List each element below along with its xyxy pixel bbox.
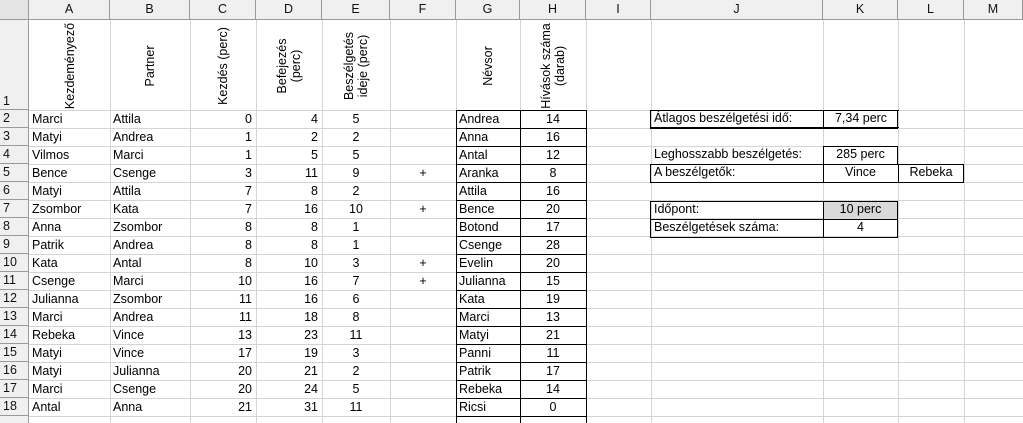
column-header-c[interactable]: C xyxy=(190,0,256,20)
cell-b[interactable]: Kata xyxy=(113,202,139,216)
count-value[interactable]: 4 xyxy=(857,220,864,234)
cell-g[interactable]: Julianna xyxy=(459,274,506,288)
row-header[interactable]: 18 xyxy=(0,398,29,416)
cell-a[interactable]: Csenge xyxy=(32,274,76,288)
row-header[interactable]: 13 xyxy=(0,308,29,326)
cell-e[interactable]: 8 xyxy=(352,310,360,324)
cell-e[interactable]: 3 xyxy=(352,346,360,360)
cell-a[interactable]: Kata xyxy=(32,256,58,270)
cell-c[interactable]: 21 xyxy=(238,400,252,414)
column-header-d[interactable]: D xyxy=(256,0,322,20)
cell-d[interactable]: 16 xyxy=(304,292,318,306)
cell-d[interactable]: 10 xyxy=(304,256,318,270)
cell-h[interactable]: 16 xyxy=(546,184,560,198)
column-header-e[interactable]: E xyxy=(322,0,390,20)
column-header-k[interactable]: K xyxy=(823,0,898,20)
cell-f[interactable]: + xyxy=(419,274,427,288)
cell-b[interactable]: Csenge xyxy=(113,382,157,396)
cell-g[interactable]: Marci xyxy=(459,310,490,324)
row-header[interactable]: 12 xyxy=(0,290,29,308)
cell-g[interactable]: Panni xyxy=(459,346,491,360)
cell-h[interactable]: 21 xyxy=(546,328,560,342)
cell-e[interactable]: 1 xyxy=(352,220,360,234)
cell-a[interactable]: Bence xyxy=(32,166,68,180)
row-header[interactable]: 16 xyxy=(0,362,29,380)
cell-c[interactable]: 8 xyxy=(245,238,252,252)
column-header-m[interactable]: M xyxy=(964,0,1023,20)
cell-b[interactable]: Marci xyxy=(113,148,144,162)
namelist-border xyxy=(457,111,587,423)
cell-b[interactable]: Vince xyxy=(113,346,145,360)
cell-c[interactable]: 3 xyxy=(245,166,252,180)
cell-d[interactable]: 2 xyxy=(311,130,318,144)
cell-c[interactable]: 0 xyxy=(245,112,252,126)
cell-g[interactable]: Antal xyxy=(459,148,488,162)
cell-e[interactable]: 11 xyxy=(349,400,363,414)
cell-e[interactable]: 11 xyxy=(349,328,363,342)
row-header[interactable]: 3 xyxy=(0,128,29,146)
header-text-line: (perc) xyxy=(289,49,303,82)
cell-b[interactable]: Zsombor xyxy=(113,292,163,306)
cell-h[interactable]: 17 xyxy=(546,220,560,234)
time-label[interactable]: Időpont: xyxy=(654,202,700,216)
row-header[interactable]: 17 xyxy=(0,380,29,398)
cell-e[interactable]: 2 xyxy=(352,184,360,198)
speakers-border xyxy=(651,165,964,183)
header-text-line: Hívások száma xyxy=(539,22,553,109)
cell-a[interactable]: Vilmos xyxy=(32,148,70,162)
cell-b[interactable]: Antal xyxy=(113,256,142,270)
longest-border xyxy=(824,147,898,165)
cell-b[interactable]: Csenge xyxy=(113,166,157,180)
cell-a[interactable]: Rebeka xyxy=(32,328,76,342)
cell-a[interactable]: Matyi xyxy=(32,346,62,360)
header-text-line: Kezdés (perc) xyxy=(216,26,230,105)
cell-c[interactable]: 20 xyxy=(238,382,252,396)
cell-d[interactable]: 24 xyxy=(304,382,318,396)
cell-b[interactable]: Julianna xyxy=(113,364,160,378)
longest-label[interactable]: Leghosszabb beszélgetés: xyxy=(654,147,803,161)
column-header-i[interactable]: I xyxy=(586,0,651,20)
cell-g[interactable]: Kata xyxy=(459,292,485,306)
cell-a[interactable]: Marci xyxy=(32,382,63,396)
cell-f[interactable]: + xyxy=(419,256,427,270)
cell-e[interactable]: 5 xyxy=(352,112,360,126)
cell-a[interactable]: Julianna xyxy=(32,292,79,306)
cell-b[interactable]: Anna xyxy=(113,400,143,414)
cell-a[interactable]: Matyi xyxy=(32,364,62,378)
cell-c[interactable]: 7 xyxy=(245,202,252,216)
cell-c[interactable]: 13 xyxy=(238,328,252,342)
column-header-h[interactable]: H xyxy=(520,0,586,20)
cell-c[interactable]: 7 xyxy=(245,184,252,198)
cell-a[interactable]: Marci xyxy=(32,310,63,324)
cell-g[interactable]: Bence xyxy=(459,202,495,216)
cell-g[interactable]: Andrea xyxy=(459,112,500,126)
cell-e[interactable]: 1 xyxy=(352,238,360,252)
header-text-line: Névsor xyxy=(481,45,495,86)
cell-e[interactable]: 9 xyxy=(352,166,360,180)
cell-e[interactable]: 7 xyxy=(352,274,360,288)
speaker-1[interactable]: Vince xyxy=(844,165,877,179)
avg-border xyxy=(651,111,898,129)
column-header-b[interactable]: B xyxy=(110,0,190,20)
cell-a[interactable]: Matyi xyxy=(32,130,62,144)
cell-e[interactable]: 10 xyxy=(349,202,363,216)
cell-h[interactable]: 16 xyxy=(546,130,560,144)
cell-h[interactable]: 12 xyxy=(546,148,560,162)
cell-g[interactable]: Patrik xyxy=(459,364,491,378)
row-header[interactable]: 4 xyxy=(0,146,29,164)
cell-c[interactable]: 10 xyxy=(238,274,252,288)
cell-a[interactable]: Matyi xyxy=(32,184,62,198)
cell-h[interactable]: 28 xyxy=(546,238,560,252)
longest-value[interactable]: 285 perc xyxy=(836,147,885,161)
cell-c[interactable]: 17 xyxy=(238,346,252,360)
cell-c[interactable]: 8 xyxy=(245,220,252,234)
header-text-line: Kezdeményező xyxy=(62,22,77,109)
row-header[interactable]: 8 xyxy=(0,218,29,236)
cell-g[interactable]: Rebeka xyxy=(459,382,503,396)
header-text-line: Befejezés xyxy=(275,38,289,93)
cell-h[interactable]: 11 xyxy=(546,346,560,360)
cell-c[interactable]: 8 xyxy=(245,256,252,270)
cell-g[interactable]: Evelin xyxy=(459,256,494,270)
row-header-1[interactable]: 1 xyxy=(0,20,29,110)
cell-e[interactable]: 5 xyxy=(352,148,360,162)
time-value[interactable]: 10 perc xyxy=(824,201,897,219)
cell-d[interactable]: 16 xyxy=(304,202,318,216)
cell-b[interactable]: Attila xyxy=(113,112,141,126)
avg-value[interactable]: 7,34 perc xyxy=(823,110,898,128)
cell-g[interactable]: Ricsi xyxy=(459,400,487,414)
row-header[interactable]: 2 xyxy=(0,110,29,128)
row-header[interactable]: 5 xyxy=(0,164,29,182)
cell-e[interactable]: 2 xyxy=(352,364,360,378)
cell-c[interactable]: 11 xyxy=(239,292,252,306)
cell-b[interactable]: Zsombor xyxy=(113,220,163,234)
cell-d[interactable]: 18 xyxy=(304,310,318,324)
row-header[interactable]: 6 xyxy=(0,182,29,200)
cell-d[interactable]: 5 xyxy=(311,148,318,162)
row-header[interactable]: 9 xyxy=(0,236,29,254)
row-header[interactable]: 7 xyxy=(0,200,29,218)
cell-b[interactable]: Vince xyxy=(113,328,145,342)
cell-f[interactable]: + xyxy=(419,202,427,216)
cell-h[interactable]: 17 xyxy=(546,364,560,378)
cell-h[interactable]: 20 xyxy=(546,202,560,216)
cell-b[interactable]: Andrea xyxy=(113,130,154,144)
cell-e[interactable]: 5 xyxy=(352,382,360,396)
cell-e[interactable]: 6 xyxy=(352,292,360,306)
cell-g[interactable]: Matyi xyxy=(459,328,489,342)
cell-h[interactable]: 8 xyxy=(549,166,557,180)
cell-b[interactable]: Marci xyxy=(113,274,144,288)
cell-a[interactable]: Zsombor xyxy=(32,202,82,216)
cell-g[interactable]: Attila xyxy=(459,184,487,198)
cell-d[interactable]: 19 xyxy=(304,346,318,360)
cell-a[interactable]: Marci xyxy=(32,112,63,126)
column-header-g[interactable]: G xyxy=(456,0,520,20)
row-header[interactable]: 10 xyxy=(0,254,29,272)
count-label[interactable]: Beszélgetések száma: xyxy=(654,220,780,234)
column-header-a[interactable]: A xyxy=(29,0,110,20)
cell-h[interactable]: 20 xyxy=(546,256,560,270)
row-header[interactable]: 11 xyxy=(0,272,29,290)
cell-g[interactable]: Aranka xyxy=(459,166,499,180)
cell-h[interactable]: 15 xyxy=(546,274,560,288)
cell-a[interactable]: Antal xyxy=(32,400,61,414)
cell-a[interactable]: Anna xyxy=(32,220,62,234)
cell-d[interactable]: 4 xyxy=(311,112,318,126)
speaker-2[interactable]: Rebeka xyxy=(909,165,953,179)
cell-g[interactable]: Anna xyxy=(459,130,489,144)
column-header-f[interactable]: F xyxy=(390,0,456,20)
cell-d[interactable]: 11 xyxy=(305,166,318,180)
cell-h[interactable]: 14 xyxy=(546,112,560,126)
cell-e[interactable]: 2 xyxy=(352,130,360,144)
cell-h[interactable]: 0 xyxy=(549,400,557,414)
cell-d[interactable]: 21 xyxy=(304,364,318,378)
cell-g[interactable]: Csenge xyxy=(459,238,503,252)
cell-c[interactable]: 1 xyxy=(245,130,252,144)
header-text-line: Beszélgetés xyxy=(342,31,356,100)
cell-d[interactable]: 8 xyxy=(311,184,318,198)
cell-d[interactable]: 8 xyxy=(311,220,318,234)
column-header-j[interactable]: J xyxy=(651,0,823,20)
avg-label[interactable]: Átlagos beszélgetési idő: xyxy=(654,111,793,125)
header-text-line: Partner xyxy=(143,45,157,86)
header-text-line: (darab) xyxy=(553,45,567,86)
cell-d[interactable]: 31 xyxy=(304,400,318,414)
cell-c[interactable]: 11 xyxy=(239,310,252,324)
cell-f[interactable]: + xyxy=(419,166,427,180)
cell-a[interactable]: Patrik xyxy=(32,238,64,252)
cell-h[interactable]: 19 xyxy=(546,292,560,306)
cell-b[interactable]: Andrea xyxy=(113,238,154,252)
cell-d[interactable]: 16 xyxy=(304,274,318,288)
cell-c[interactable]: 20 xyxy=(238,364,252,378)
cell-e[interactable]: 3 xyxy=(352,256,360,270)
cell-h[interactable]: 13 xyxy=(546,310,560,324)
cell-b[interactable]: Attila xyxy=(113,184,141,198)
cell-d[interactable]: 8 xyxy=(311,238,318,252)
column-header-l[interactable]: L xyxy=(898,0,964,20)
speakers-label[interactable]: A beszélgetők: xyxy=(654,165,736,179)
cell-h[interactable]: 14 xyxy=(546,382,560,396)
cell-b[interactable]: Andrea xyxy=(113,310,154,324)
row-header[interactable]: 15 xyxy=(0,344,29,362)
header-text-line: ideje (perc) xyxy=(356,34,370,97)
cell-d[interactable]: 23 xyxy=(304,328,318,342)
cell-c[interactable]: 1 xyxy=(245,148,252,162)
cell-g[interactable]: Botond xyxy=(459,220,499,234)
row-header[interactable]: 14 xyxy=(0,326,29,344)
